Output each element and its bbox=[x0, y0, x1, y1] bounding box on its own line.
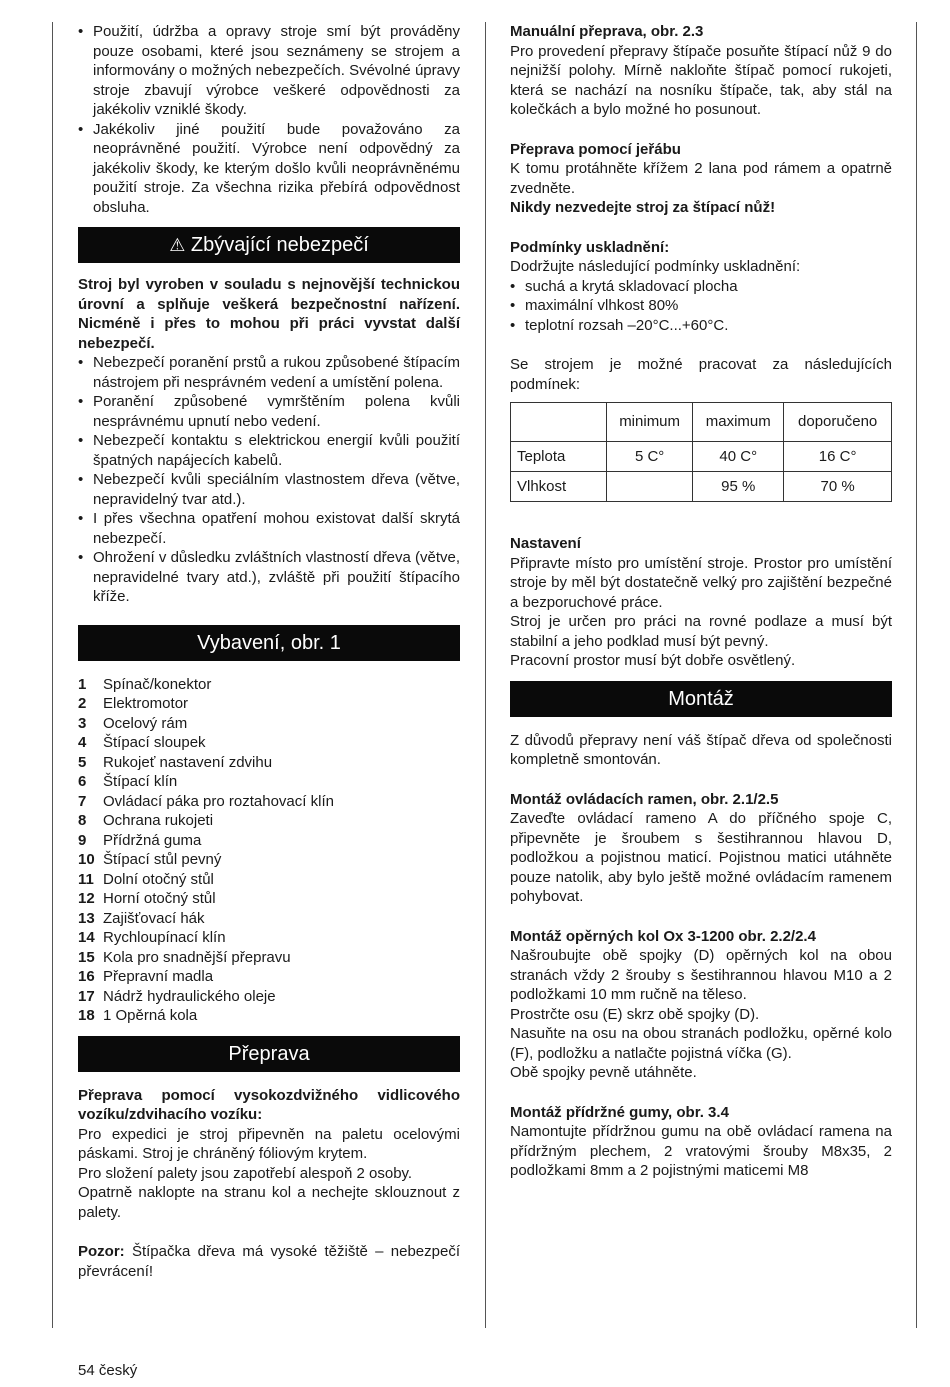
conditions-intro: Se strojem je možné pracovat za následujících podmínek: bbox=[510, 356, 892, 393]
manual-transport-text: Pro provedení přepravy štípače posuňte štípací nůž 9 do nejnižší polohy. Mírně nakloňte štípač pomocí rukojeti, která se nachází na nosníku štípače, tak, aby stál na kolečkách a bylo možné ho posunout. bbox=[510, 42, 892, 118]
right-margin-rule bbox=[916, 22, 917, 1328]
assembly-heading: Montáž bbox=[510, 681, 892, 717]
forklift-text-3: Opatrně naklopte na stranu kol a nechejte sklouznout z palety. bbox=[78, 1184, 460, 1221]
table-header-cell: doporučeno bbox=[784, 403, 892, 442]
forklift-text-2: Pro složení palety jsou zapotřebí alespoň 2 osoby. bbox=[78, 1164, 413, 1182]
list-item: 5 Rukojeť nastavení zdvihu bbox=[78, 753, 273, 771]
page-footer bbox=[78, 1361, 137, 1381]
residual-risk-title: Zbývající nebezpečí bbox=[190, 234, 369, 256]
list-item: 13 Zajišťovací hák bbox=[78, 909, 205, 927]
list-item: 12 Horní otočný stůl bbox=[78, 890, 216, 907]
table-cell: 16 C° bbox=[784, 442, 892, 472]
wheels-assembly-text-3: Nasuňte na osu na obou stranách podložku, opěrné kolo (F), podložku a natlačte pojistná víčka (G). bbox=[510, 1025, 892, 1062]
manual-transport-title: Manuální přeprava, obr. 2.3 bbox=[510, 23, 704, 40]
table-cell: 40 C° bbox=[693, 442, 784, 472]
list-item: 15 Kola pro snadnější přepravu bbox=[78, 948, 291, 966]
forklift-title: Přeprava pomocí vysokozdvižného vidlicového vozíku/zdvihacího vozíku: bbox=[78, 1086, 460, 1123]
rubber-assembly-text: Namontujte přídržnou gumu na obě ovládací ramena na přídržným plechem, 2 vratovými šrouby M8x35, 2 podložkami 8mm a 2 pojistnými maticemi M8 bbox=[510, 1123, 892, 1179]
right-column bbox=[510, 22, 892, 1181]
center-rule bbox=[485, 22, 486, 1328]
arms-assembly-title: Montáž ovládacích ramen, obr. 2.1/2.5 bbox=[510, 790, 779, 808]
table-header-row bbox=[511, 403, 892, 442]
list-item: 1 Spínač/konektor bbox=[78, 675, 212, 693]
crane-transport-text: K tomu protáhněte křížem 2 lana pod rámem a opatrně zvedněte. bbox=[510, 160, 892, 197]
wheels-assembly-text-1: Našroubujte obě spojky (D) opěrných kol na obou stranách vždy 2 šrouby s šestihrannou hlavou M10 a 2 podložkami 10 mm ručně na těleso. bbox=[510, 947, 892, 1003]
table-header-cell: maximum bbox=[693, 403, 784, 442]
wheels-assembly-text-2: Prostrčte osu (E) skrz obě spojky (D). bbox=[510, 1005, 760, 1023]
list-item: 18 1 Opěrná kola bbox=[78, 1007, 198, 1024]
page-number: 54 bbox=[78, 1362, 95, 1379]
conditions-table bbox=[510, 402, 892, 502]
assembly-intro: Z důvodů přepravy není váš štípač dřeva od společnosti kompletně smontován. bbox=[510, 731, 892, 768]
list-item: • teplotní rozsah –20°C...+60°C. bbox=[510, 316, 892, 336]
residual-risk-list bbox=[78, 353, 460, 607]
table-row bbox=[511, 442, 892, 472]
table-cell: Teplota bbox=[511, 442, 607, 472]
left-column bbox=[78, 22, 460, 1281]
crane-transport-title: Přeprava pomocí jeřábu bbox=[510, 140, 681, 158]
list-item: 14 Rychloupínací klín bbox=[78, 929, 226, 946]
table-cell: 5 C° bbox=[607, 442, 693, 472]
setup-text-3: Pracovní prostor musí být dobře osvětlený. bbox=[510, 652, 796, 669]
storage-title: Podmínky uskladnění: bbox=[510, 238, 670, 256]
table-row bbox=[511, 472, 892, 502]
table-header-cell: minimum bbox=[607, 403, 693, 442]
list-item: • Nebezpečí kvůli speciálním vlastnostem dřeva (větve, nepravidelný tvar atd.). bbox=[78, 470, 460, 509]
list-item: • Poranění způsobené vymrštěním polena kvůli nesprávnému upnutí nebo vedení. bbox=[78, 392, 460, 431]
list-item: 2 Elektromotor bbox=[78, 695, 189, 712]
crane-warning: Nikdy nezvedejte stroj za štípací nůž! bbox=[510, 199, 776, 216]
list-item: • Nebezpečí kontaktu s elektrickou energií kvůli použití špatných napájecích kabelů. bbox=[78, 431, 460, 470]
list-item: 16 Přepravní madla bbox=[78, 968, 214, 985]
wheels-assembly-text-4: Obě spojky pevně utáhněte. bbox=[510, 1064, 697, 1081]
setup-title: Nastavení bbox=[510, 535, 581, 552]
list-item: • suchá a krytá skladovací plocha bbox=[510, 277, 892, 297]
list-item: 11 Dolní otočný stůl bbox=[78, 870, 214, 888]
table-cell: Vlhkost bbox=[511, 472, 607, 502]
storage-list bbox=[510, 277, 892, 336]
equipment-heading: Vybavení, obr. 1 bbox=[78, 625, 460, 661]
list-item: 7 Ovládací páka pro roztahovací klín bbox=[78, 792, 334, 810]
list-item: • I přes všechna opatření mohou existovat další skrytá nebezpečí. bbox=[78, 509, 460, 548]
list-item: 9 Přídržná guma bbox=[78, 831, 202, 849]
list-item: 3 Ocelový rám bbox=[78, 714, 188, 732]
storage-intro: Dodržujte následující podmínky uskladnění: bbox=[510, 258, 801, 275]
table-cell bbox=[511, 403, 607, 442]
arms-assembly-text: Zaveďte ovládací rameno A do příčného spoje C, připevněte je šroubem s šestihrannou hlavou D, podložkou a pojistnou maticí. Pojistnou matici utáhněte pouze natolik, aby bylo ještě možné ovládacím ramenem pohybovat. bbox=[510, 810, 892, 905]
table-cell: 70 % bbox=[784, 472, 892, 502]
intro-bullet-list bbox=[78, 22, 460, 217]
table-cell bbox=[607, 472, 693, 502]
wheels-assembly-title: Montáž opěrných kol Ox 3-1200 obr. 2.2/2.4 bbox=[510, 927, 816, 945]
list-item: • Nebezpečí poranění prstů a rukou způsobené štípacím nástrojem při nesprávném vedení a umístění polena. bbox=[78, 353, 460, 392]
list-item: • Použití, údržba a opravy stroje smí být prováděny pouze osobami, které jsou seznámeny se strojem a informovány o možných nebezpečích. Svévolné úpravy stroje zbavují výrobce veškeré odpovědnosti za jakékoliv vzniklé škody. bbox=[78, 22, 460, 120]
list-item: 6 Štípací klín bbox=[78, 773, 178, 790]
list-item: 10 Štípací stůl pevný bbox=[78, 851, 222, 868]
tipping-warning bbox=[78, 1242, 460, 1281]
warning-triangle-icon: ⚠ bbox=[169, 235, 186, 255]
list-item: • Ohrožení v důsledku zvláštních vlastností dřeva (větve, nepravidelné tvary atd.), zvláště při použití štípacího kříže. bbox=[78, 548, 460, 607]
warning-label: Pozor: bbox=[78, 1243, 125, 1260]
left-margin-rule bbox=[52, 22, 53, 1328]
transport-heading: Přeprava bbox=[78, 1036, 460, 1072]
list-item: 8 Ochrana rukojeti bbox=[78, 812, 214, 829]
list-item: 4 Štípací sloupek bbox=[78, 734, 206, 751]
setup-text-2: Stroj je určen pro práci na rovné podlaze a musí být stabilní a jeho podklad musí být pevný. bbox=[510, 613, 892, 650]
list-item: 17 Nádrž hydraulického oleje bbox=[78, 987, 276, 1005]
equipment-list bbox=[78, 675, 460, 1026]
residual-risk-heading bbox=[78, 227, 460, 263]
footer-language: český bbox=[98, 1362, 138, 1379]
forklift-text: Pro expedici je stroj připevněn na paletu ocelovými páskami. Stroj je chráněný fóliovým krytem. bbox=[78, 1125, 460, 1162]
residual-risk-lead: Stroj byl vyroben v souladu s nejnovější technickou úrovní a splňuje veškerá bezpečnostní nařízení. Nicméně i přes to mohou při práci vyvstat další nebezpečí. bbox=[78, 276, 460, 352]
setup-text-1: Připravte místo pro umístění stroje. Prostor pro umístění stroje by měl být dostatečně velký pro zajištění bezpečné a bezporuchové práce. bbox=[510, 554, 892, 611]
list-item: • maximální vlhkost 80% bbox=[510, 296, 892, 316]
list-item: • Jakékoliv jiné použití bude považováno za neoprávněné použití. Výrobce není odpovědný za jakékoliv škody, ke kterým došlo kvůli neoprávněnému použití stroje. Za všechna rizika přebírá odpovědnost obsluha. bbox=[78, 120, 460, 218]
warning-text: Štípačka dřeva má vysoké těžiště – nebezpečí převrácení! bbox=[78, 1243, 460, 1280]
rubber-assembly-title: Montáž přídržné gumy, obr. 3.4 bbox=[510, 1103, 729, 1121]
table-cell: 95 % bbox=[693, 472, 784, 502]
